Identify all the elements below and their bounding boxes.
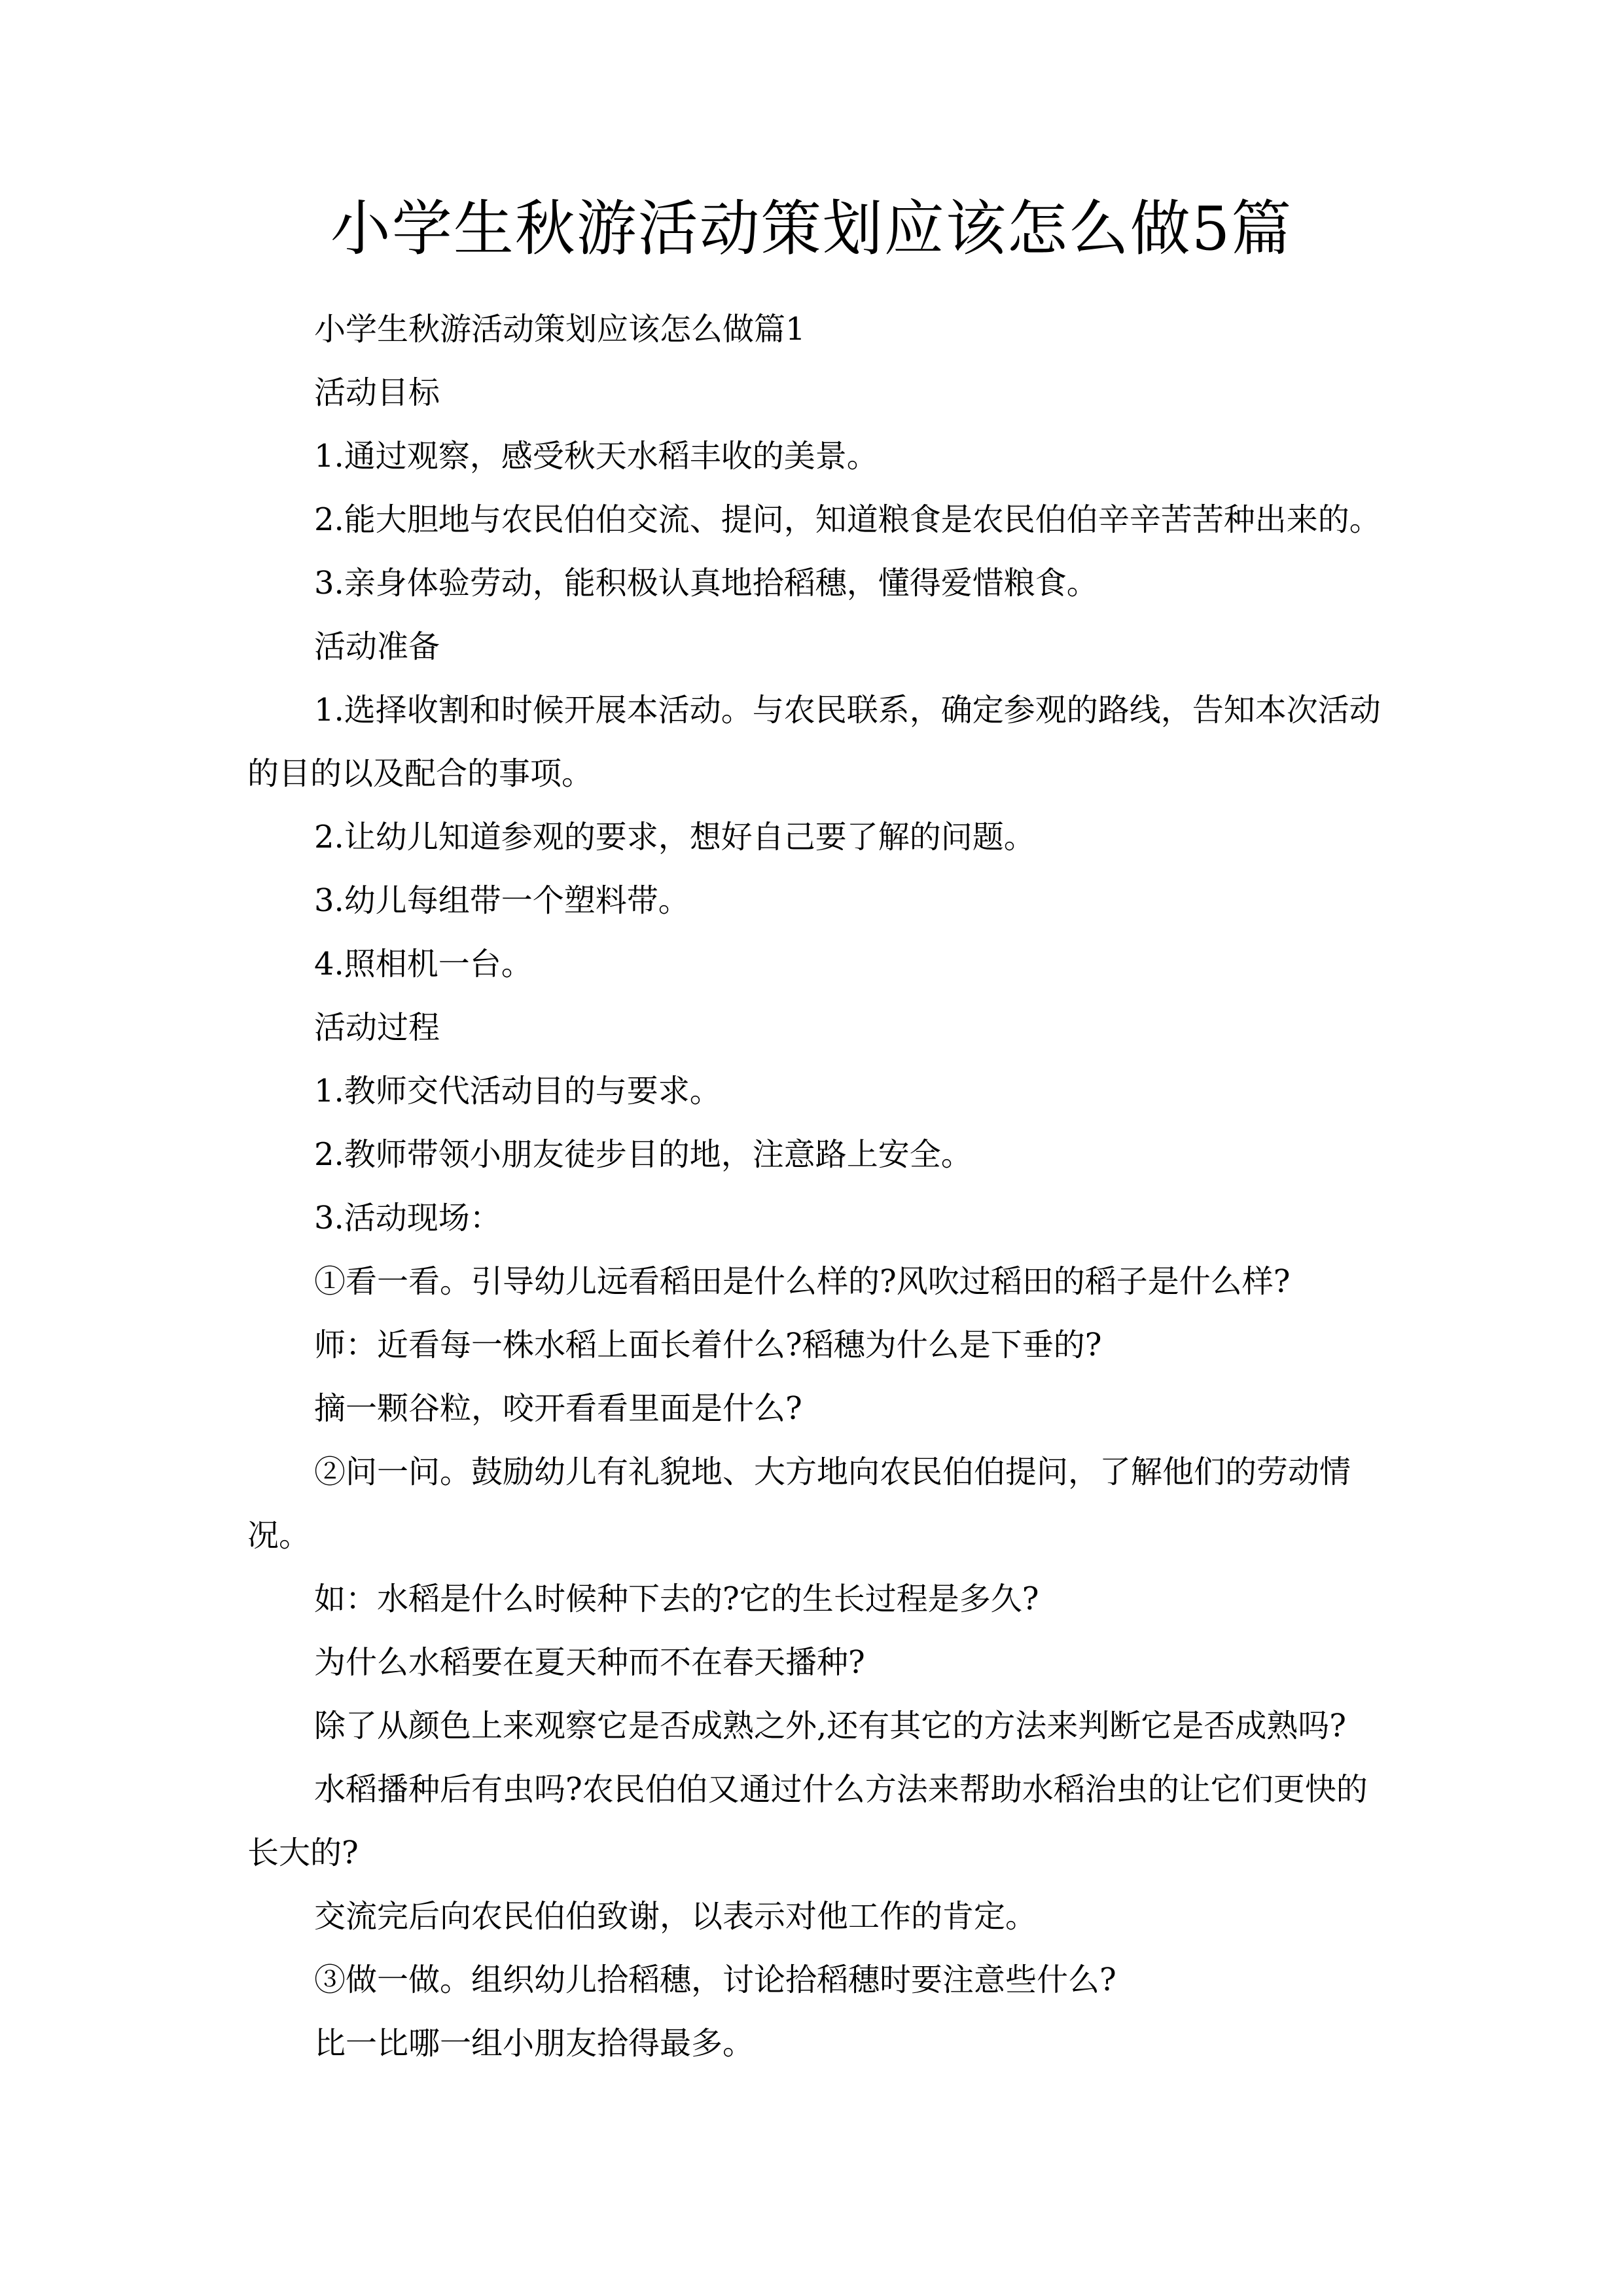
preparation-item-4: 4.照相机一台。 (314, 946, 533, 982)
goal-item-3: 3.亲身体验劳动，能积极认真地拾稻穗，懂得爱惜粮食。 (314, 565, 1098, 601)
heading-activity-preparation: 活动准备 (314, 628, 440, 665)
process-look-step: ①看一看。引导幼儿远看稻田是什么样的?风吹过稻田的稻子是什么样? (314, 1263, 1291, 1300)
process-thanks: 交流完后向农民伯伯致谢，以表示对他工作的肯定。 (314, 1898, 1037, 1935)
document-body (247, 298, 1389, 2075)
process-do-step: ③做一做。组织幼儿拾稻穗，讨论拾稻穗时要注意些什么? (314, 1962, 1116, 1998)
process-teacher-question: 师：近看每一株水稻上面长着什么?稻穗为什么是下垂的? (314, 1327, 1102, 1363)
goal-item-1: 1.通过观察，感受秋天水稻丰收的美景。 (314, 438, 878, 475)
process-item-1: 1.教师交代活动目的与要求。 (314, 1073, 721, 1109)
process-grain-question: 摘一颗谷粒，咬开看看里面是什么? (314, 1390, 802, 1427)
preparation-item-3: 3.幼儿每组带一个塑料带。 (314, 882, 690, 919)
process-example-question-3: 除了从颜色上来观察它是否成熟之外,还有其它的方法来判断它是否成熟吗? (314, 1708, 1346, 1744)
process-example-question-2: 为什么水稻要在夏天种而不在春天播种? (314, 1644, 865, 1681)
preparation-item-2: 2.让幼儿知道参观的要求，想好自己要了解的问题。 (314, 819, 1035, 855)
goal-item-2: 2.能大胆地与农民伯伯交流、提问，知道粮食是农民伯伯辛辛苦苦种出来的。 (314, 501, 1381, 538)
process-item-2: 2.教师带领小朋友徒步目的地，注意路上安全。 (314, 1136, 972, 1173)
process-example-question-4: 水稻播种后有虫吗?农民伯伯又通过什么方法来帮助水稻治虫的让它们更快的长大的? (247, 1771, 1368, 1871)
document-title: 小学生秋游活动策划应该怎么做5篇 (330, 194, 1293, 264)
process-ask-step: ②问一问。鼓励幼儿有礼貌地、大方地向农民伯伯提问，了解他们的劳动情况。 (247, 1454, 1351, 1554)
process-compare: 比一比哪一组小朋友拾得最多。 (314, 2025, 755, 2062)
heading-activity-process: 活动过程 (314, 1009, 440, 1046)
process-example-question-1: 如：水稻是什么时候种下去的?它的生长过程是多久? (314, 1581, 1039, 1617)
heading-activity-goals: 活动目标 (314, 374, 440, 411)
process-item-3: 3.活动现场： (314, 1200, 501, 1236)
section-title: 小学生秋游活动策划应该怎么做篇1 (314, 311, 806, 348)
preparation-item-1: 1.选择收割和时候开展本活动。与农民联系，确定参观的路线，告知本次活动的目的以及配合的事项。 (247, 692, 1381, 792)
